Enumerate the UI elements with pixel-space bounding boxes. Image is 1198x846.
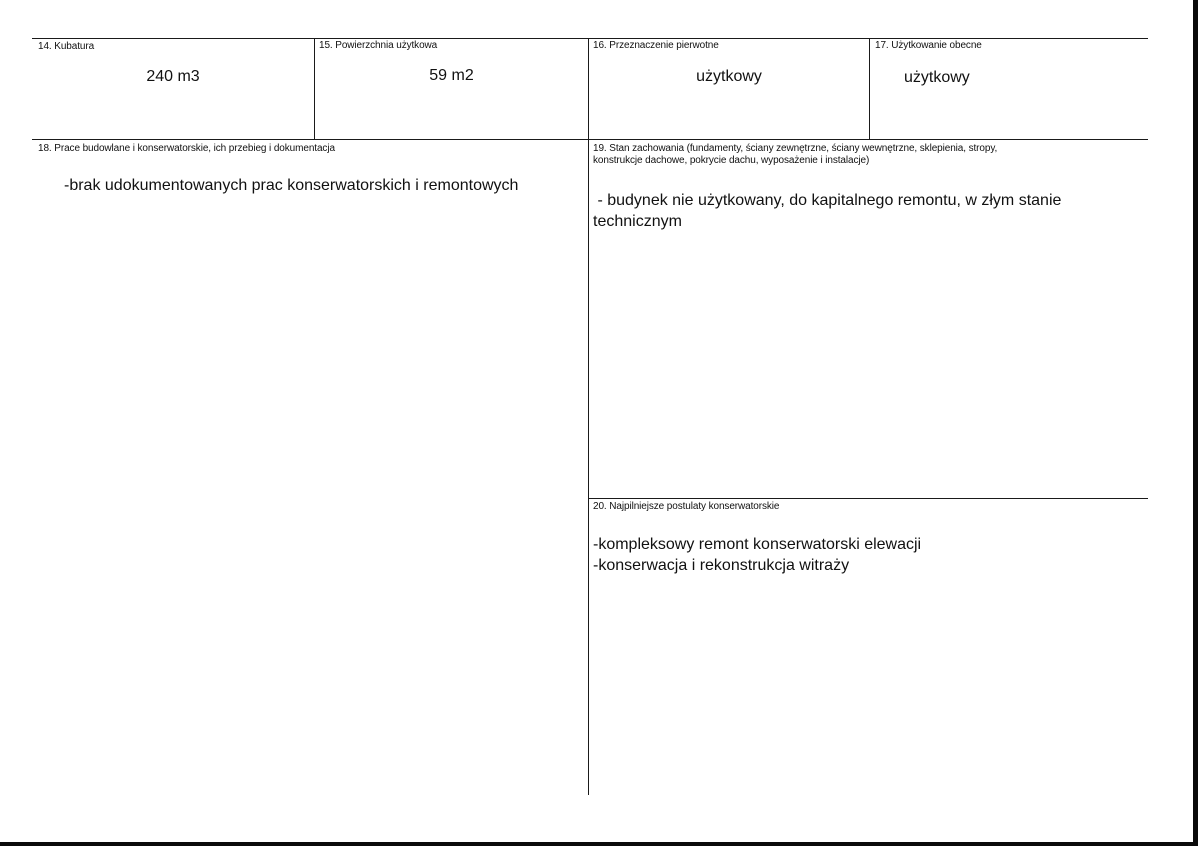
field-17-label: 17. Użytkowanie obecne [875, 40, 982, 51]
field-15-value: 59 m2 [429, 67, 474, 84]
field-14-value: 240 m3 [146, 68, 200, 85]
field20-top-rule [588, 498, 1148, 499]
field-20-label: 20. Najpilniejsze postulaty konserwatorskie [593, 501, 780, 512]
field-14-label: 14. Kubatura [38, 41, 95, 52]
row1-divider [32, 139, 1148, 140]
field-20-item-1: -kompleksowy remont konserwatorski elewacji [593, 536, 922, 553]
field-16-label: 16. Przeznaczenie pierwotne [593, 40, 719, 51]
top-rule [32, 38, 1148, 39]
field-16-value: użytkowy [696, 68, 762, 85]
scan-edge-bottom [0, 842, 1198, 846]
vline-16-17 [869, 38, 870, 140]
field-19-value-line1: - budynek nie użytkowany, do kapitalnego remontu, w złym stanie [593, 192, 1062, 209]
field-19-label-line2: konstrukcje dachowe, pokrycie dachu, wyposażenie i instalacje) [593, 155, 870, 166]
field-15-label: 15. Powierzchnia użytkowa [319, 40, 438, 51]
field-20-list [593, 534, 1143, 576]
field-18-label: 18. Prace budowlane i konserwatorskie, ich przebieg i dokumentacja [38, 143, 335, 154]
vline-14-15 [314, 38, 315, 140]
scan-edge-right [1193, 0, 1198, 846]
field-19-value-line2: technicznym [593, 213, 682, 230]
field-19-label [593, 143, 1143, 167]
field-19-label-line1: 19. Stan zachowania (fundamenty, ściany zewnętrzne, ściany wewnętrzne, sklepienia, stropy, [593, 143, 998, 154]
vline-15-16 [588, 38, 589, 795]
field-17-value: użytkowy [904, 69, 970, 86]
field-20-item-2: -konserwacja i rekonstrukcja witraży [593, 557, 850, 574]
field-19-value [593, 190, 1143, 232]
field-18-value: -brak udokumentowanych prac konserwatorskich i remontowych [64, 177, 519, 194]
